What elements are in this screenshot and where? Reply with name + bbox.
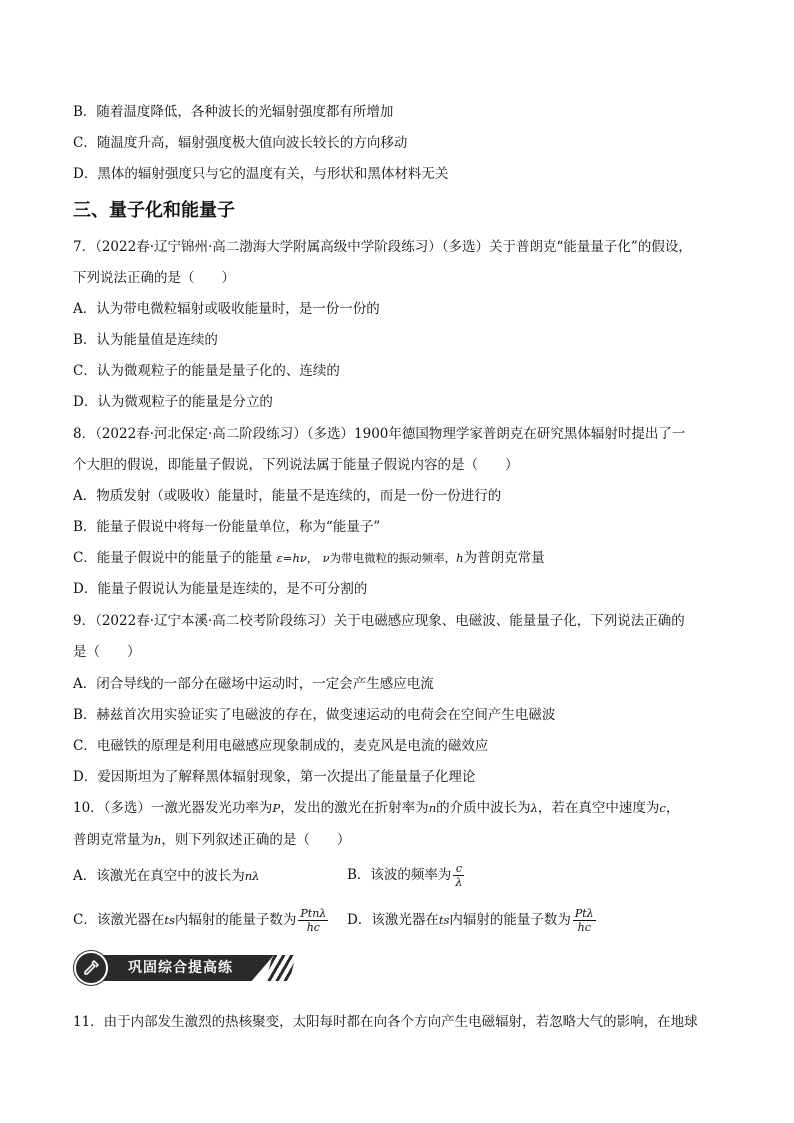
- q10-option-b-text: B．该波的频率为: [347, 867, 452, 883]
- q10-option-d-fraction: [573, 907, 596, 934]
- q8-stem-line-1: 8．（2022春·河北保定·高二阶段练习）（多选）1900年德国物理学家普朗克在研究黑体辐射时提出了一: [73, 426, 686, 442]
- q10-option-c: [73, 907, 330, 934]
- q7-option-a: A．认为带电微粒辐射或吸收能量时，是一份一份的: [73, 301, 380, 317]
- q10-option-d-text-2: 内辐射的能量子数为: [449, 912, 571, 928]
- q10-option-c-denominator: hc: [306, 921, 320, 934]
- q10-stem-text-7: ，则下列叙述正确的是（ ）: [161, 832, 351, 848]
- q8-option-a: A．物质发射（或吸收）能量时，能量不是连续的，而是一份一份进行的: [73, 488, 502, 504]
- section-title: 三、量子化和能量子: [73, 200, 235, 221]
- q10-stem-text-1: 10．（多选）一激光器发光功率为: [73, 800, 273, 816]
- q9-stem-line-1: 9．（2022春·辽宁本溪·高二校考阶段练习）关于电磁感应现象、电磁波、能量量子化，下列说法正确的: [73, 613, 685, 629]
- q9-stem-line-2: 是（ ）: [73, 644, 141, 660]
- q10-option-a: [73, 866, 259, 886]
- q10-var-c: c: [659, 801, 666, 815]
- q10-stem-line-2: [73, 830, 350, 850]
- option-d: D．黑体的辐射强度只与它的温度有关，与形状和黑体材料无关: [73, 166, 449, 182]
- q7-option-d: D．认为微观粒子的能量是分立的: [73, 394, 273, 410]
- q9-option-d: D．爱因斯坦为了解释黑体辐射现象，第一次提出了能量量子化理论: [73, 769, 476, 785]
- q10-var-p: P: [272, 801, 281, 815]
- q10-option-d: [347, 907, 598, 934]
- q10-stem-text-4: ，若在真空中速度为: [537, 800, 660, 816]
- q8-option-c-post: 为普朗克常量: [463, 550, 545, 566]
- q8-option-c-nu: ν: [322, 551, 330, 565]
- option-c: C．随温度升高，辐射强度极大值向波长较长的方向移动: [73, 135, 408, 151]
- q10-stem-text-6: 普朗克常量为: [73, 832, 154, 848]
- q10-option-d-denominator: hc: [577, 921, 591, 934]
- q10-option-a-text: A．该激光在真空中的波长为: [73, 868, 245, 884]
- q10-stem-line-1: [73, 798, 679, 818]
- q10-var-lambda: λ: [530, 801, 538, 815]
- q10-option-b: [347, 862, 466, 889]
- q7-stem-line-1: 7．（2022春·辽宁锦州·高二渤海大学附属高级中学阶段练习）（多选）关于普朗克“能量量子化”的假设，: [73, 239, 692, 255]
- q8-option-c-sep: ，: [306, 551, 319, 565]
- q8-option-b: B．能量子假说中将每一份能量单位，称为“能量子”: [73, 519, 381, 535]
- q8-option-d: D．能量子假说认为能量是连续的，是不可分割的: [73, 581, 368, 597]
- q10-option-b-numerator: c: [453, 862, 464, 876]
- q9-option-b: B．赫兹首次用实验证实了电磁波的存在，做变速运动的电荷会在空间产生电磁波: [73, 707, 556, 723]
- q7-stem-line-2: 下列说法正确的是（ ）: [73, 270, 235, 286]
- pencil-book-icon: [74, 951, 108, 985]
- q7-option-b: B．认为能量值是连续的: [73, 332, 218, 348]
- q10-stem-text-2: ，发出的激光在折射率为: [280, 800, 429, 816]
- q7-option-c: C．认为微观粒子的能量是量子化的、连续的: [73, 363, 340, 379]
- q10-var-h: h: [154, 833, 162, 847]
- q8-option-c-text: C．能量子假说中的能量子的能量: [73, 550, 273, 566]
- q11-stem-line-1: 11．由于内部发生激烈的热核聚变，太阳每时都在向各个方向产生电磁辐射，若忽略大气的影响，在地球: [73, 1014, 698, 1030]
- q10-option-d-text-1: D．该激光器在: [347, 912, 439, 928]
- q8-option-c: [73, 548, 545, 568]
- q10-option-a-math: nλ: [244, 869, 260, 883]
- banner-title: 巩固综合提高练: [128, 960, 233, 976]
- q10-stem-text-5: ，: [665, 800, 680, 816]
- q10-option-b-denominator: λ: [455, 876, 463, 889]
- q10-stem-text-3: 的介质中波长为: [436, 800, 531, 816]
- q10-option-c-numerator: Ptnλ: [300, 907, 327, 920]
- q10-option-c-text-2: 内辐射的能量子数为: [174, 912, 297, 928]
- q8-option-c-h: h: [456, 551, 464, 565]
- q9-option-a: A．闭合导线的一部分在磁场中运动时，一定会产生感应电流: [73, 676, 434, 692]
- q10-option-b-fraction: [453, 862, 464, 889]
- option-b: B．随着温度降低，各种波长的光辐射强度都有所增加: [73, 104, 394, 120]
- q10-option-d-time: ts: [438, 913, 450, 927]
- q8-option-c-mid: 为带电微粒的振动频率，: [329, 551, 457, 565]
- q10-option-c-time: ts: [164, 913, 175, 927]
- q10-var-n: n: [428, 801, 437, 815]
- q8-option-c-formula: ε=hν: [276, 551, 307, 565]
- q10-option-d-numerator: Ptλ: [574, 907, 594, 920]
- q10-option-c-text-1: C．该激光器在: [73, 912, 165, 928]
- q10-option-c-fraction: [298, 907, 328, 934]
- q9-option-c: C．电磁铁的原理是利用电磁感应现象制成的，麦克风是电流的磁效应: [73, 738, 489, 754]
- q8-stem-line-2: 个大胆的假说，即能量子假说，下列说法属于能量子假说内容的是（ ）: [73, 457, 519, 473]
- section-banner: [74, 951, 294, 985]
